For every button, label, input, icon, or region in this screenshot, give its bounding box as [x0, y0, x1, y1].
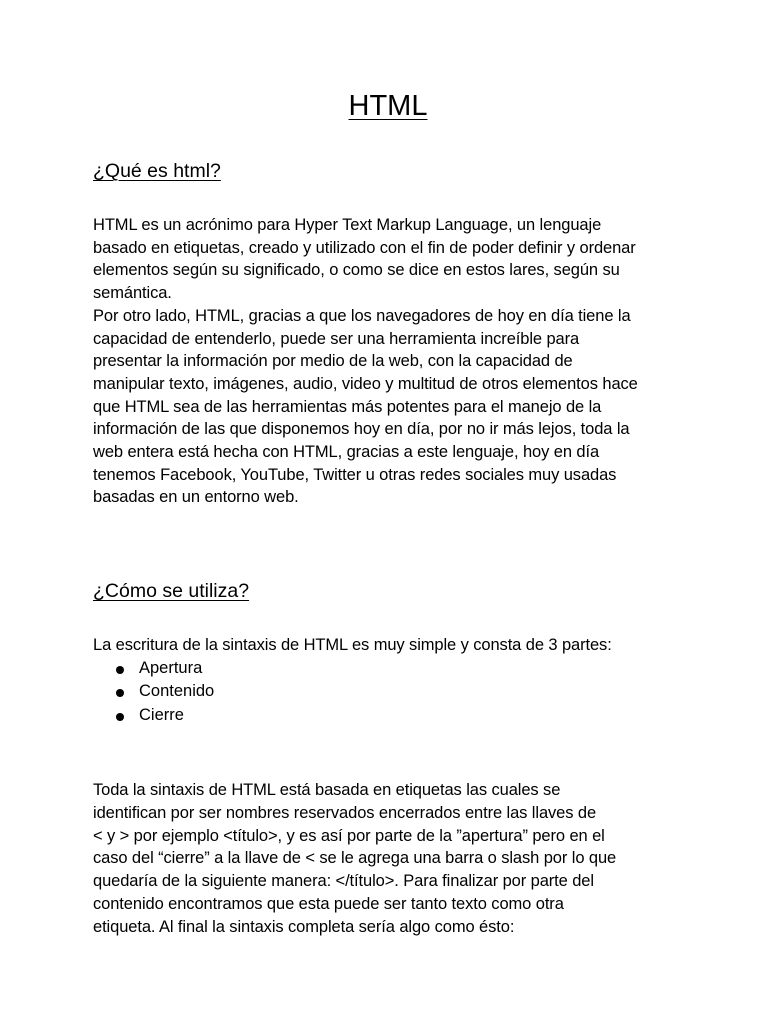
spacer: [93, 604, 683, 634]
document-title: HTML: [348, 90, 428, 122]
bullet-icon: [116, 689, 124, 697]
document-page: [93, 88, 683, 938]
section-paragraph-que-es-html: HTML es un acrónimo para Hyper Text Markup Language, un lenguaje basado en etiquetas, creado y utilizado con el fin de poder definir y ordenar elementos según su significado, o como se dice en estos lares, según su semántica. Por otro lado, HTML, gracias a que los navegadores de hoy en día tiene la capacidad de entenderlo, puede ser una herramienta increíble para presentar la información por medio de la web, con la capacidad de manipular texto, imágenes, audio, video y multitud de otros elementos hace que HTML sea de las herramientas más potentes para el manejo de la información de las que disponemos hoy en día, por no ir más lejos, toda la web entera está hecha con HTML, gracias a este lenguaje, hoy en día tenemos Facebook, YouTube, Twitter u otras redes sociales muy usadas basadas en un entorno web.: [93, 216, 638, 507]
list-item-label: Apertura: [139, 658, 203, 677]
spacer: [93, 124, 683, 158]
spacer: [93, 184, 683, 214]
section-paragraph-sintaxis: Toda la sintaxis de HTML está basada en etiquetas las cuales se identifican por ser nombres reservados encerrados entre las llaves de < y > por ejemplo <título>, y es así por parte de la ”apertura” pero en el caso del “cierre” a la llave de < se le agrega una barra o slash por lo que quedaría de la siguiente manera: </título>. Para finalizar por parte del contenido encontramos que esta puede ser tanto texto como otra etiqueta. Al final la sintaxis completa sería algo como ésto:: [93, 781, 617, 936]
section-heading-como-se-utiliza: ¿Cómo se utiliza?: [93, 580, 250, 603]
list-item: [93, 704, 683, 728]
spacer: [93, 727, 683, 779]
parts-list: [93, 657, 683, 728]
bullet-icon: [116, 713, 124, 721]
list-item: [93, 657, 683, 681]
spacer: [93, 509, 683, 578]
list-item-label: Cierre: [139, 705, 184, 724]
section-heading-que-es-html: ¿Qué es html?: [93, 160, 221, 182]
bullet-icon: [116, 666, 124, 674]
list-item: [93, 680, 683, 704]
section-intro: La escritura de la sintaxis de HTML es muy simple y consta de 3 partes:: [93, 636, 612, 655]
list-item-label: Contenido: [139, 682, 215, 701]
